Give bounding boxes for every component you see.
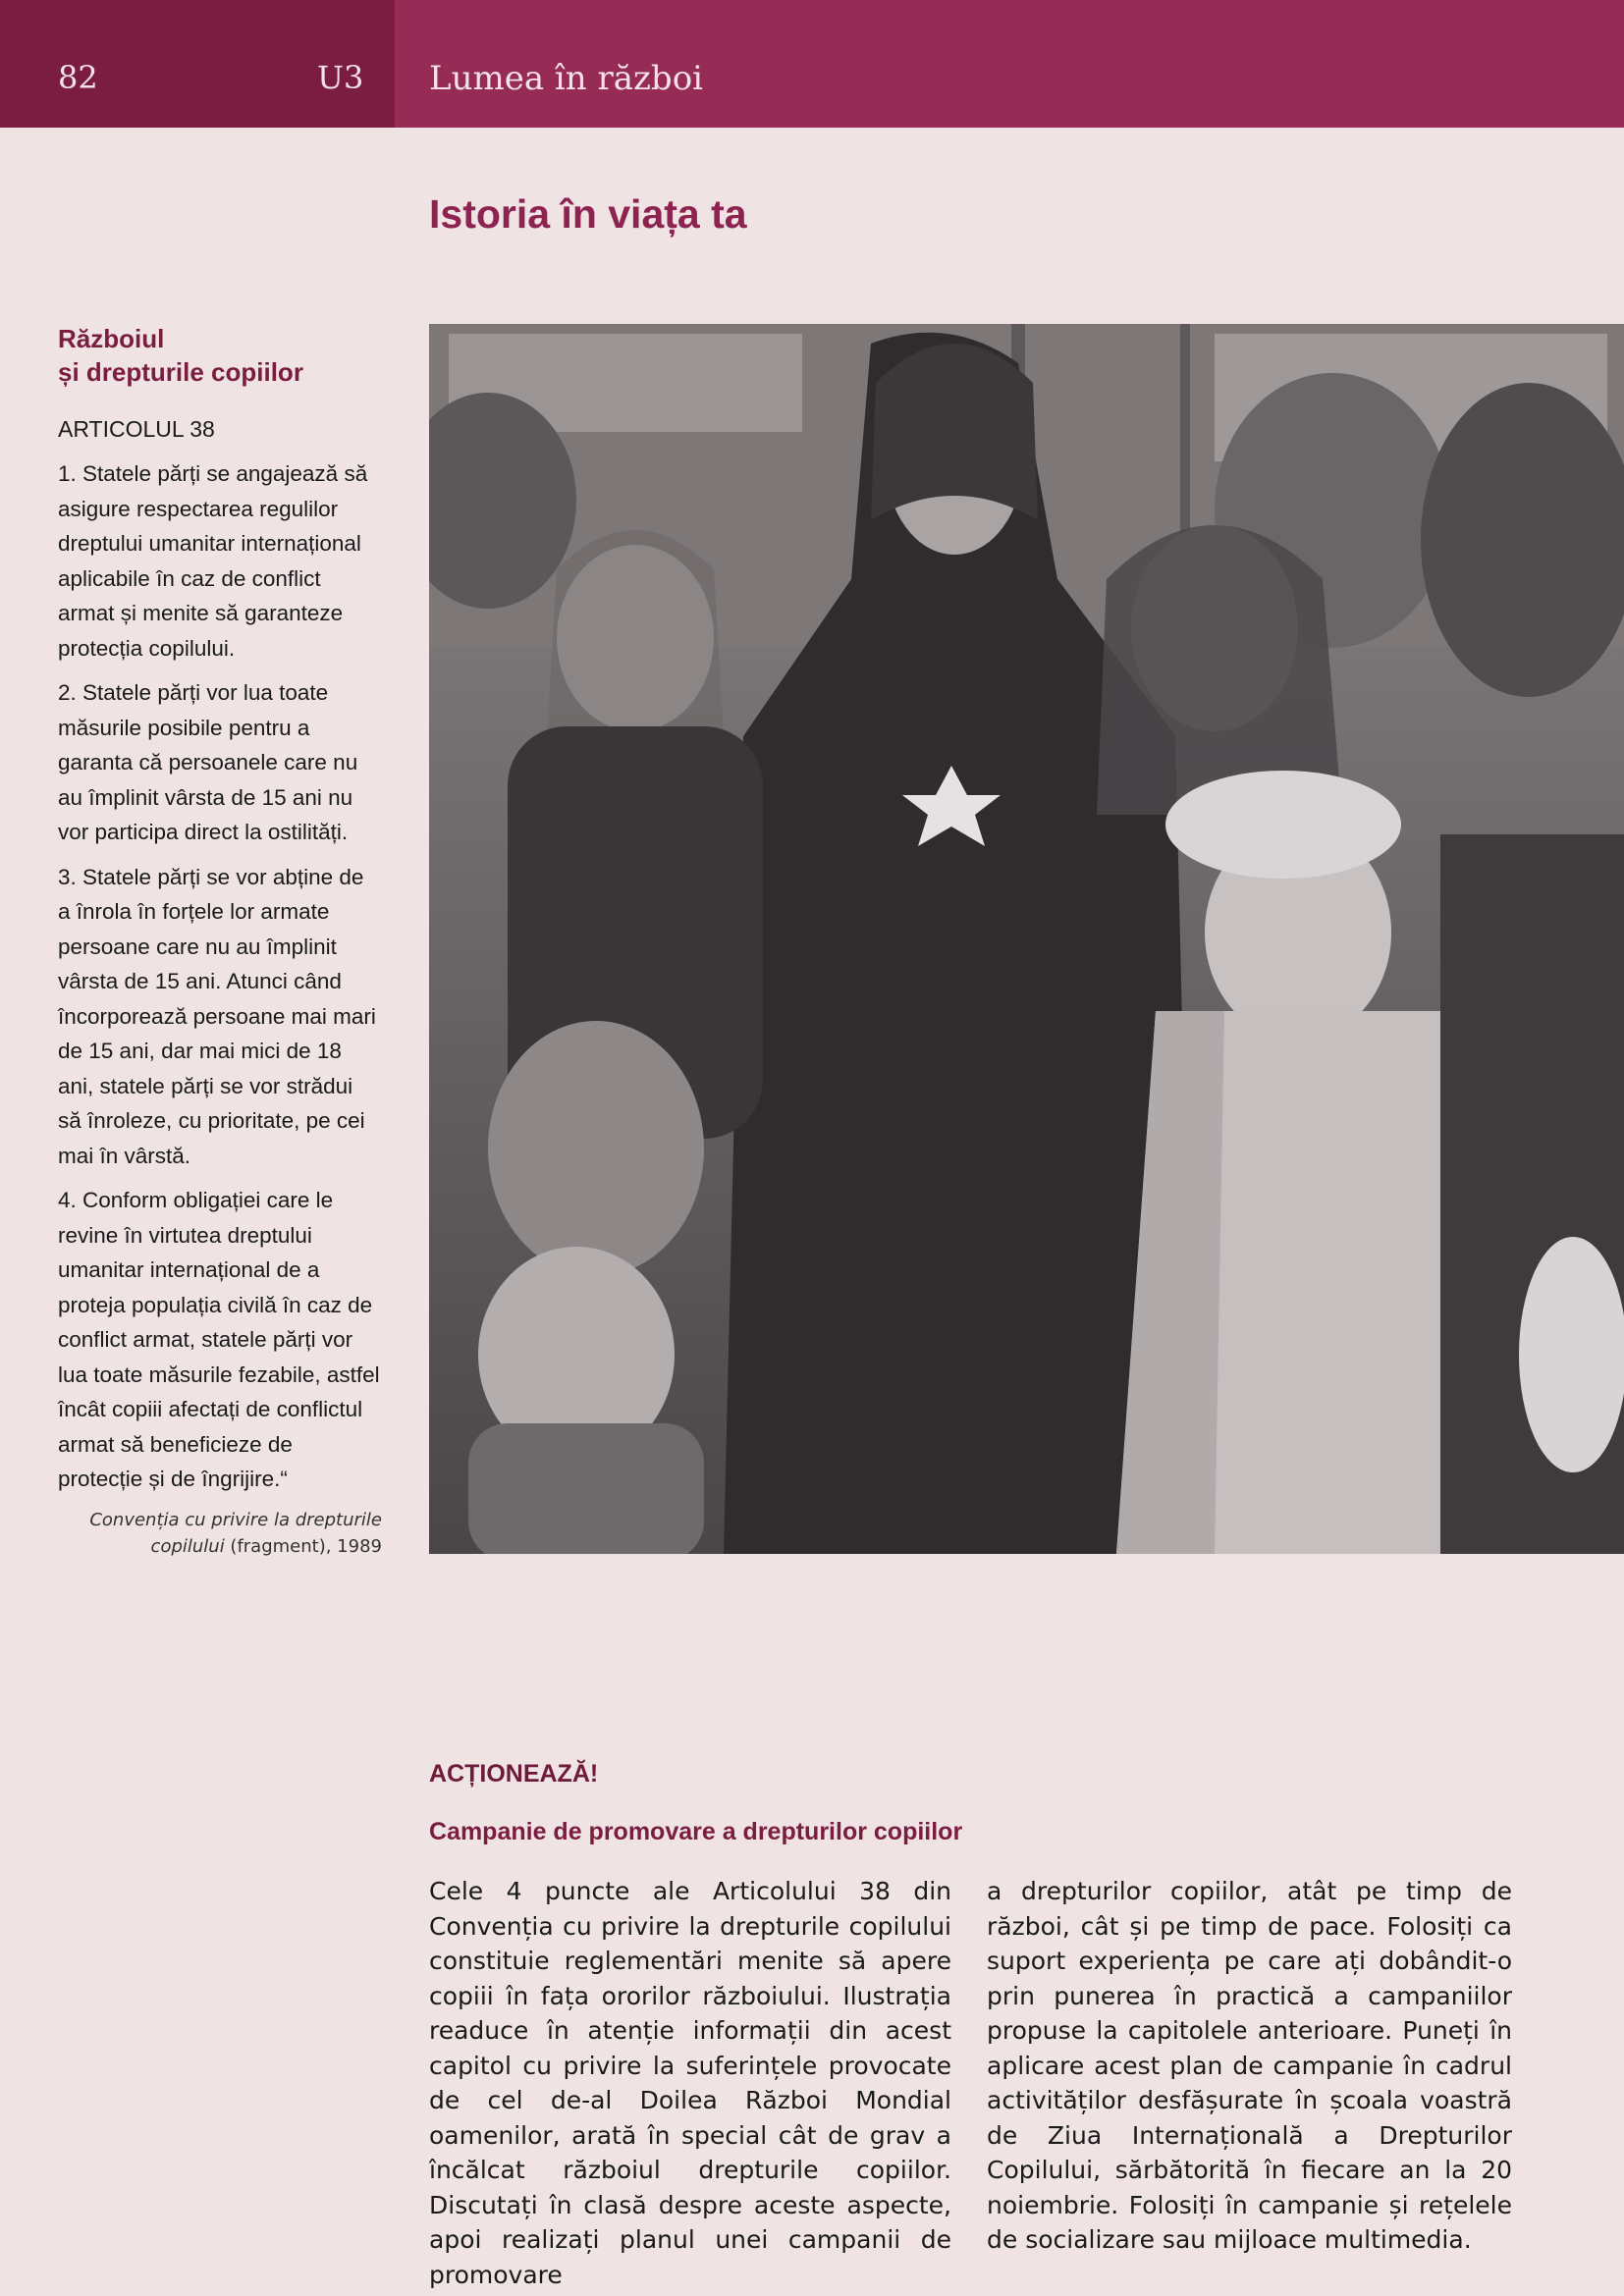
- source-citation: [58, 1507, 382, 1560]
- section-title: Istoria în viața ta: [429, 191, 747, 237]
- campaign-text-left: Cele 4 puncte ale Articolului 38 din Convenția cu privire la drepturile copilului constituie reglementări menite să apere copiii în fața ororilor războiului. Ilustrația readuce în atenție informații din acest capitol cu privire la suferințele provocate de cel de-al Doilea Război Mondial oamenilor, arată în special cât de grav a încălcat războiul drepturile copiilor. Discutați în clasă despre aceste aspecte, apoi realizați planul unei campanii de promovare: [429, 1877, 951, 2289]
- page-number: 82: [58, 59, 98, 96]
- historical-photo: [429, 324, 1624, 1554]
- sidebar-title: [58, 322, 382, 389]
- source-detail: (fragment), 1989: [224, 1535, 382, 1557]
- sidebar-title-line1: Războiul: [58, 324, 165, 353]
- article-point-4: 4. Conform obligației care le revine în virtutea dreptului umanitar internațional de a proteja populația civilă în caz de conflict armat, statele părți vor lua toate măsurile fezabile, astfel încât copiii afectați de conflictul armat să beneficieze de protecție și de îngrijire.“: [58, 1188, 380, 1491]
- sidebar-title-line2: și drepturile copiilor: [58, 357, 303, 387]
- article-heading: ARTICOLUL 38: [58, 416, 215, 442]
- sidebar: [58, 322, 382, 1560]
- article-point-2: 2. Statele părți vor lua toate măsurile posibile pentru a garanta că persoanele care nu au împlinit vârsta de 15 ani nu vor participa direct la ostilități.: [58, 680, 358, 844]
- article-point-1: 1. Statele părți se angajează să asigure respectarea regulilor dreptului umanitar internațional aplicabile în caz de conflict armat și menite să garanteze protecția copilului.: [58, 461, 368, 661]
- source-title: Convenția cu privire la drepturile copilului: [89, 1509, 382, 1557]
- action-label: ACȚIONEAZĂ!: [429, 1760, 599, 1788]
- unit-label: U3: [317, 59, 364, 96]
- campaign-text-right: a drepturilor copiilor, atât pe timp de război, cât și pe timp de pace. Folosiți ca suport experiența pe care ați dobândit-o prin punerea în practică a campaniilor propuse la capitolele anterioare. Puneți în aplicare acest plan de campanie în cadrul activităților desfășurate în școala voastră de Ziua Internațională a Drepturilor Copilului, sărbătorită în fiecare an la 20 noiembrie. Folosiți în campanie și rețelele de socializare sau mijloace multimedia.: [987, 1877, 1512, 2254]
- article-point-3: 3. Statele părți se vor abține de a înrola în forțele lor armate persoane care nu au împlinit vârsta de 15 ani. Atunci când încorporează persoane mai mari de 15 ani, dar mai mici de 18 ani, statele părți se vor strădui să înroleze, cu prioritate, pe cei mai în vârstă.: [58, 864, 376, 1168]
- photo-illustration: [429, 324, 1624, 1554]
- campaign-title: Campanie de promovare a drepturilor copiilor: [429, 1818, 963, 1845]
- page-header: [0, 0, 1624, 128]
- chapter-title: Lumea în război: [429, 59, 704, 98]
